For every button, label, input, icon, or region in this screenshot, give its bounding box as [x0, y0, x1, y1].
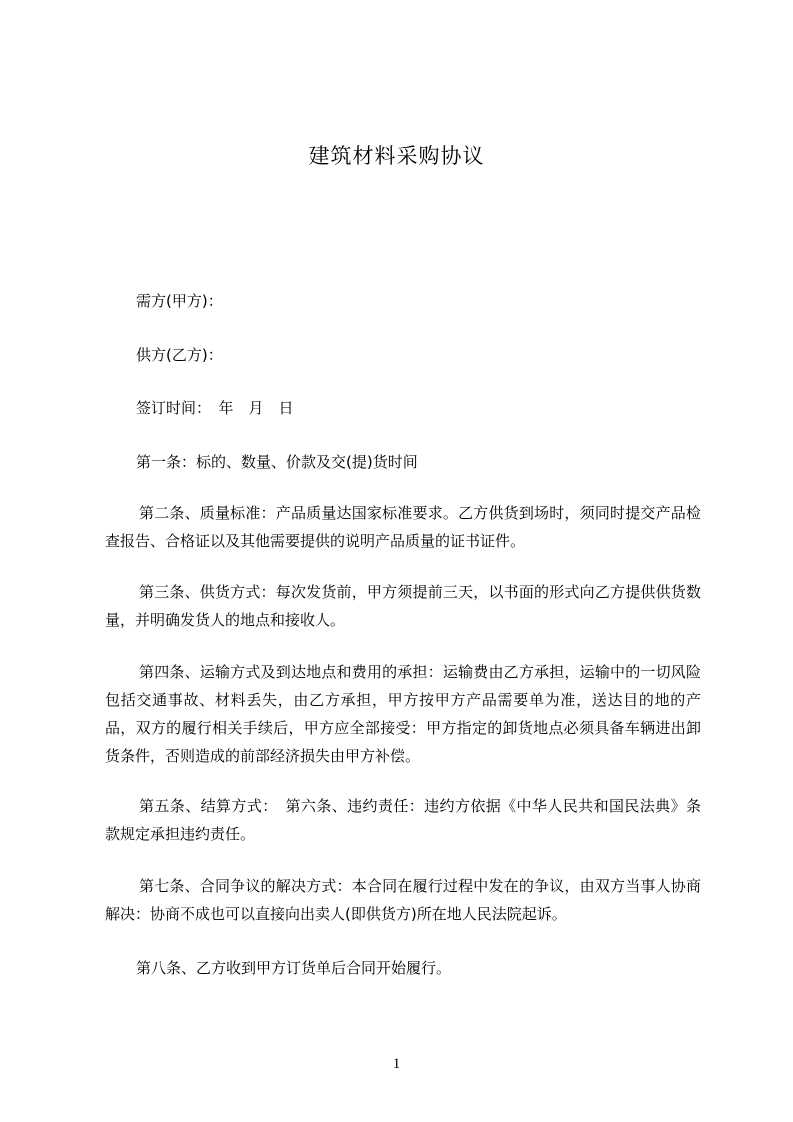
party-b-line: 供方(乙方)：: [136, 346, 223, 364]
party-a-line: 需方(甲方)：: [136, 292, 223, 310]
article-4: 第四条、运输方式及到达地点和费用的承担：运输费由乙方承担，运输中的一切风险包括交通事故、材料丢失，由乙方承担，甲方按甲方产品需要单为准，送达目的地的产品，双方的履行相关手续后，甲方应全部接受：甲方指定的卸货地点必须具备车辆进出卸货条件，否则造成的前部经济损失由甲方补偿。: [105, 663, 701, 765]
article-7: 第七条、合同争议的解决方式：本合同在履行过程中发在的争议，由双方当事人协商解决：协商不成也可以直接向出卖人(即供货方)所在地人民法院起诉。: [105, 877, 701, 923]
sign-date-line: 签订时间： 年 月 日: [136, 399, 294, 417]
article-5-6: 第五条、结算方式： 第六条、违约责任：违约方依据《中华人民共和国民法典》条款规定承担违约责任。: [105, 797, 701, 843]
article-8: 第八条、乙方收到甲方订货单后合同开始履行。: [136, 959, 452, 977]
article-1: 第一条：标的、数量、价款及交(提)货时间: [136, 453, 418, 471]
article-3: 第三条、供货方式：每次发货前，甲方须提前三天，以书面的形式向乙方提供供货数量，并明确发货人的地点和接收人。: [105, 583, 701, 629]
page-number: 1: [392, 1056, 401, 1072]
article-2: 第二条、质量标准：产品质量达国家标准要求。乙方供货到场时，须同时提交产品检查报告、合格证以及其他需要提供的说明产品质量的证书证件。: [105, 504, 701, 550]
document-title: 建筑材料采购协议: [308, 144, 485, 168]
